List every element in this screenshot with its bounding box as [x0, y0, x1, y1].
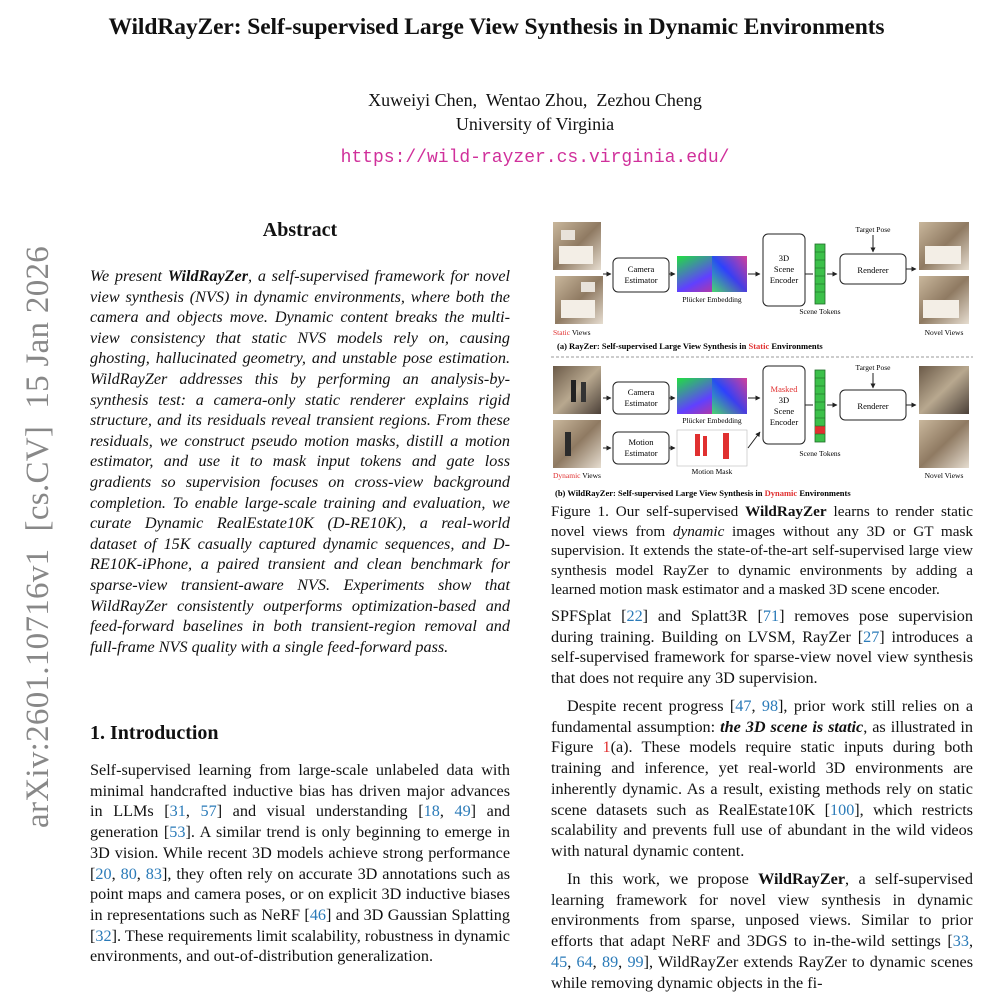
citation-link[interactable]: 46 — [309, 905, 327, 924]
svg-text:Estimator: Estimator — [624, 448, 658, 458]
svg-text:Renderer: Renderer — [857, 401, 889, 411]
author-block — [0, 88, 993, 136]
citation-link[interactable]: 98 — [761, 697, 779, 715]
svg-text:Encoder: Encoder — [769, 275, 799, 285]
citation-link[interactable]: 64 — [576, 952, 593, 971]
body-paragraph: SPFSplat [22] and Splatt3R [71] removes pose supervision during training. Building on LVSM, RayZer [27] introduces a self-supervised framework for sparse-view novel view synthesis that does not require any 3D supervision. — [551, 607, 973, 688]
svg-text:Motion: Motion — [628, 437, 654, 447]
svg-text:Camera: Camera — [627, 387, 655, 397]
masked-scene-encoder-box — [763, 366, 805, 444]
svg-text:Encoder: Encoder — [769, 417, 799, 427]
abstract-heading: Abstract — [262, 219, 338, 241]
svg-text:Estimator: Estimator — [624, 275, 658, 285]
svg-text:Scene: Scene — [773, 406, 795, 416]
arxiv-watermark: arXiv:2601.10716v1 [cs.CV] 15 Jan 2026 — [20, 245, 56, 828]
citation-link[interactable]: 80 — [120, 864, 137, 883]
figure-reference-link[interactable]: 1 — [602, 738, 611, 757]
novel-views-b — [919, 366, 969, 468]
dynamic-views-label: Dynamic Views — [553, 471, 601, 480]
svg-text:Motion Mask: Motion Mask — [691, 467, 733, 476]
citation-link[interactable]: 31 — [169, 802, 186, 821]
figure-1-diagram — [551, 220, 973, 500]
citation-link[interactable]: 22 — [626, 607, 643, 625]
author-names: Xuweiyi Chen, Wentao Zhou, Zezhou Cheng — [368, 90, 702, 110]
citation-link[interactable]: 45 — [551, 952, 568, 971]
svg-text:Masked: Masked — [770, 384, 798, 394]
abstract-text: We present WildRayZer, a self-supervised framework for novel view synthesis (NVS) in dynamic environments, where both the camera and objects move. Dynamic content breaks the multi-view consistency that static NVS models rely on, causing ghosting, hallucinated geometry, and unstable pose estimation. WildRayZer addresses this by performing an analysis-by-synthesis test: a camera-only static renderer explains rigid structure, and its residuals reveal transient regions. From these residuals, we construct pseudo motion masks, distill a motion estimator, and use it to mask input tokens and gate loss gradients so supervision focuses on cross-view background completion. To enable large-scale training and evaluation, we curate Dynamic RealEstate10K (D-RE10K), a real-world dataset of 15K casually captured dynamic sequences, and D-RE10K-iPhone, a paired transient and clean benchmark for sparse-view transient-aware NVS. Experiments show that WildRayZer consistently outperforms optimization-based and feed-forward baselines in both transient-region removal and full-frame NVS quality with a single feed-forward pass. — [90, 267, 511, 656]
method-name: WildRayZer — [167, 267, 249, 285]
citation-link[interactable]: 20 — [95, 864, 112, 883]
static-views-label: Static Views — [553, 328, 591, 337]
citation-link[interactable]: 49 — [454, 802, 471, 821]
project-url[interactable]: https://wild-rayzer.cs.virginia.edu/ — [340, 148, 730, 168]
citation-link[interactable]: 89 — [601, 952, 619, 971]
figure-1-caption: Figure 1. Our self-supervised WildRayZer learns to render static novel views from dynamic images without any 3D or GT mask supervision. It extends the state-of-the-art self-supervised large view synthesis model RayZer to dynamic environments by adding a learned motion mask estimator and a masked 3D scene encoder. — [551, 503, 973, 599]
citation-link[interactable]: 32 — [95, 926, 112, 945]
citation-link[interactable]: 100 — [830, 800, 855, 819]
svg-text:3D: 3D — [778, 253, 790, 263]
svg-text:Novel Views: Novel Views — [924, 328, 964, 337]
diagram-a-static-views — [553, 222, 603, 324]
body-paragraph: In this work, we propose WildRayZer, a self-supervised learning framework for novel view synthesis in dynamic environments from sparse, unposed views. Similar to prior efforts that adapt NeRF and 3DGS to in-the-wild settings [33, 45, 64, 89, 99], WildRayZer extends RayZer to dynamic scenes while removing dynamic objects in the fi- — [551, 870, 974, 992]
subfigure-a-caption: (a) RayZer: Self-supervised Large View Synthesis in Static Environments — [557, 341, 823, 351]
svg-text:Target Pose: Target Pose — [855, 225, 891, 234]
paper-title: WildRayZer: Self-supervised Large View Synthesis in Dynamic Environments — [108, 14, 885, 40]
citation-link[interactable]: 18 — [423, 802, 440, 821]
svg-text:Novel Views: Novel Views — [924, 471, 964, 480]
intro-paragraph: Self-supervised learning from large-scale unlabeled data with minimal handcrafted inductive bias has driven major advances in LLMs [31, 57] and visual understanding [18, 49] and generation [53]. A similar trend is only beginning to emerge in 3D vision. While recent 3D models achieve strong performance [20, 80, 83], they often rely on accurate 3D annotations such as point maps and camera poses, or on explicit 3D inductive biases in representations such as NeRF [46] and 3D Gaussian Splatting [32]. These requirements limit scalability, robustness in dynamic environments, and out-of-distribution generalization. — [90, 761, 511, 966]
citation-link[interactable]: 57 — [200, 802, 217, 821]
svg-text:Plücker Embedding: Plücker Embedding — [682, 416, 742, 425]
motion-mask-image — [677, 430, 747, 466]
novel-views-a — [919, 222, 969, 324]
svg-text:Scene Tokens: Scene Tokens — [799, 307, 841, 316]
svg-text:Renderer: Renderer — [857, 265, 889, 275]
section-heading-introduction: 1. Introduction — [90, 722, 219, 744]
svg-text:Camera: Camera — [627, 264, 655, 274]
scene-tokens-b — [815, 370, 825, 442]
svg-text:3D: 3D — [778, 395, 790, 405]
citation-link[interactable]: 53 — [169, 823, 186, 842]
svg-text:Scene: Scene — [773, 264, 795, 274]
body-paragraph: Despite recent progress [47, 98], prior work still relies on a fundamental assumption: the 3D scene is static, as illustrated in Figure 1(a). These models require static inputs during both training and inference, yet real-world 3D environments are inherently dynamic. As a result, existing methods rely on static scene datasets such as RealEstate10K [100], which restricts scalability and prevents full use of abundant in the wild videos with natural dynamic content. — [551, 697, 974, 860]
svg-text:Plücker Embedding: Plücker Embedding — [682, 295, 742, 304]
scene-tokens-a — [815, 244, 825, 304]
svg-text:Scene Tokens: Scene Tokens — [799, 449, 841, 458]
subfigure-b-caption: (b) WildRayZer: Self-supervised Large View Synthesis in Dynamic Environments — [555, 488, 851, 498]
citation-link[interactable]: 99 — [627, 952, 644, 971]
svg-text:Estimator: Estimator — [624, 398, 658, 408]
diagram-b-dynamic-views — [553, 366, 601, 468]
citation-link[interactable]: 47 — [735, 697, 752, 715]
svg-text:Target Pose: Target Pose — [855, 363, 891, 372]
citation-link[interactable]: 27 — [863, 627, 880, 646]
citation-link[interactable]: 71 — [762, 607, 780, 625]
citation-link[interactable]: 33 — [952, 932, 969, 951]
affiliation: University of Virginia — [455, 114, 615, 134]
citation-link[interactable]: 83 — [145, 864, 162, 883]
